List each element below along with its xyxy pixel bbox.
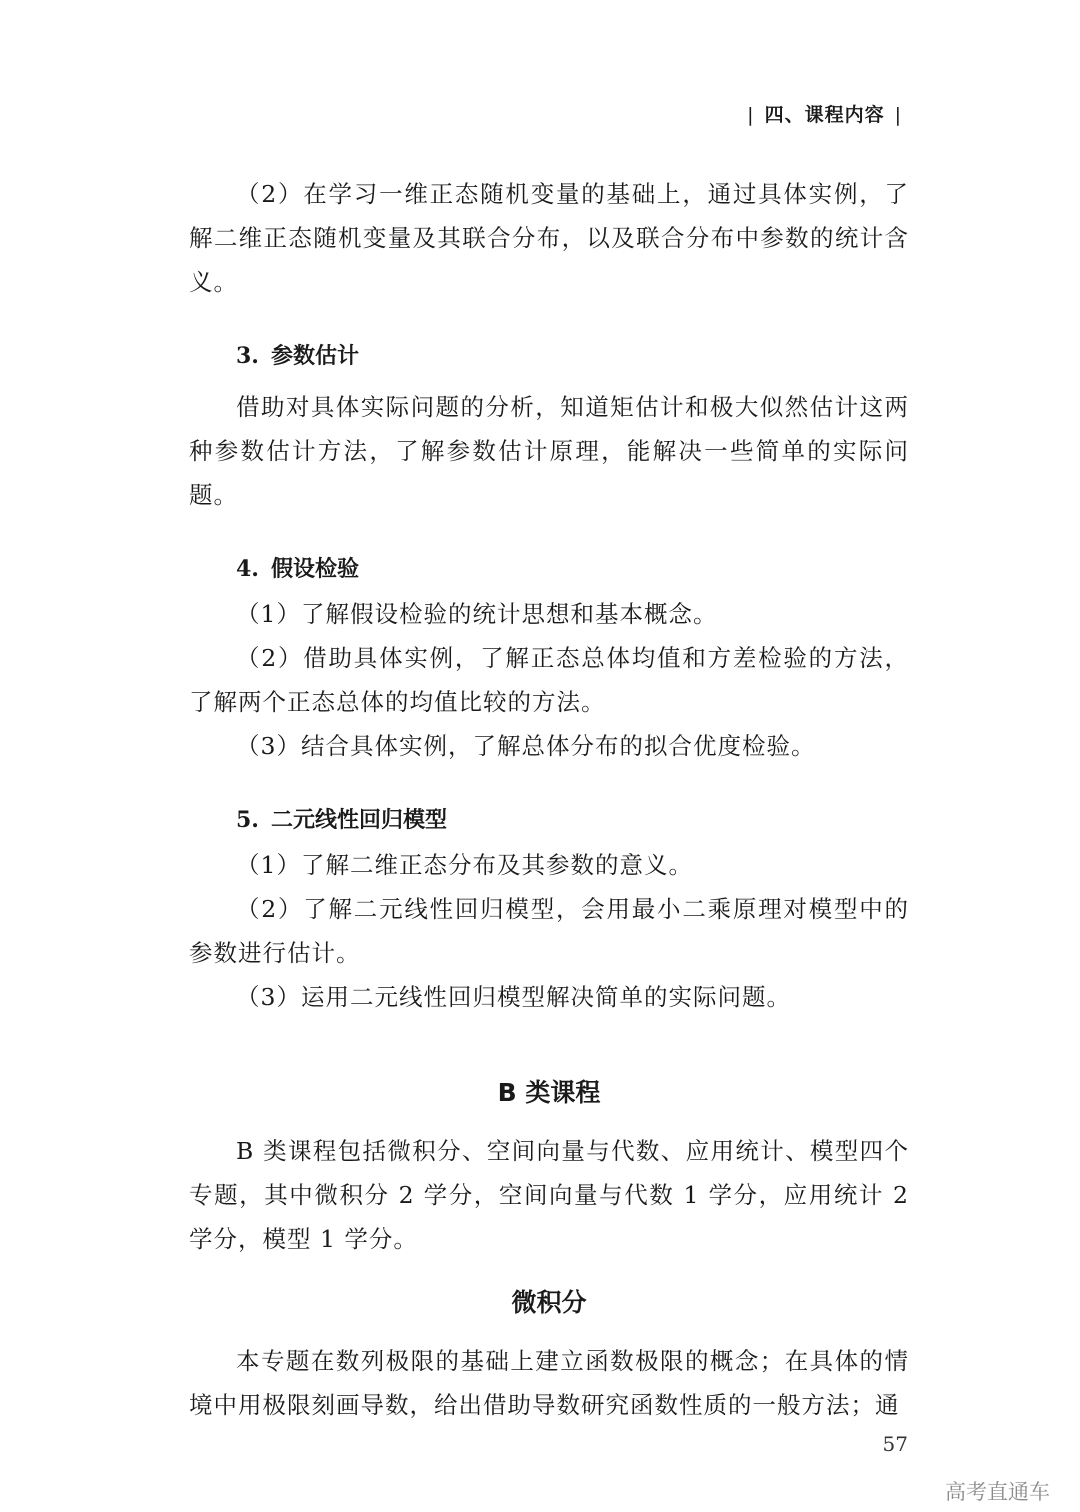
section-number: 5. bbox=[236, 807, 259, 833]
topic-heading: 微积分 bbox=[511, 1288, 587, 1317]
running-header bbox=[737, 100, 912, 127]
paragraph: （3）运用二元线性回归模型解决简单的实际问题。 bbox=[236, 983, 791, 1011]
paragraph: 借助对具体实际问题的分析，知道矩估计和极大似然估计这两种参数估计方法，了解参数估计原理，能解决一些简单的实际问题。 bbox=[189, 393, 909, 509]
section-heading-5 bbox=[189, 798, 909, 843]
paragraph: （2）了解二元线性回归模型，会用最小二乘原理对模型中的参数进行估计。 bbox=[189, 895, 909, 967]
paragraph: （1）了解假设检验的统计思想和基本概念。 bbox=[236, 600, 718, 628]
paragraph: 本专题在数列极限的基础上建立函数极限的概念；在具体的情境中用极限刻画导数，给出借助导数研究函数性质的一般方法；通 bbox=[189, 1347, 909, 1419]
section-heading-3 bbox=[189, 334, 909, 379]
page-body bbox=[189, 172, 909, 1427]
section-number: 4. bbox=[236, 556, 259, 582]
paragraph: （3）结合具体实例，了解总体分布的拟合优度检验。 bbox=[236, 732, 816, 760]
paragraph: （2）在学习一维正态随机变量的基础上，通过具体实例，了解二维正态随机变量及其联合分布，以及联合分布中参数的统计含义。 bbox=[189, 180, 909, 296]
section-title: 参数估计 bbox=[270, 344, 359, 369]
paragraph: （2）借助具体实例，了解正态总体均值和方差检验的方法，了解两个正态总体的均值比较的方法。 bbox=[189, 644, 909, 716]
running-header-title: 四、课程内容 bbox=[764, 104, 885, 126]
section-title: 二元线性回归模型 bbox=[270, 808, 447, 833]
paragraph: B 类课程包括微积分、空间向量与代数、应用统计、模型四个专题，其中微积分 2 学分，空间向量与代数 1 学分，应用统计 2 学分，模型 1 学分。 bbox=[189, 1137, 909, 1253]
page-number: 57 bbox=[882, 1432, 908, 1456]
paragraph: （1）了解二维正态分布及其参数的意义。 bbox=[236, 851, 693, 879]
header-divider: | bbox=[747, 104, 755, 126]
header-divider: | bbox=[894, 104, 902, 126]
section-heading-4 bbox=[189, 547, 909, 592]
watermark: 高考直通车 bbox=[945, 1480, 1050, 1504]
section-title: 假设检验 bbox=[270, 557, 359, 582]
section-number: 3. bbox=[236, 343, 259, 369]
category-heading: B 类课程 bbox=[497, 1078, 601, 1107]
